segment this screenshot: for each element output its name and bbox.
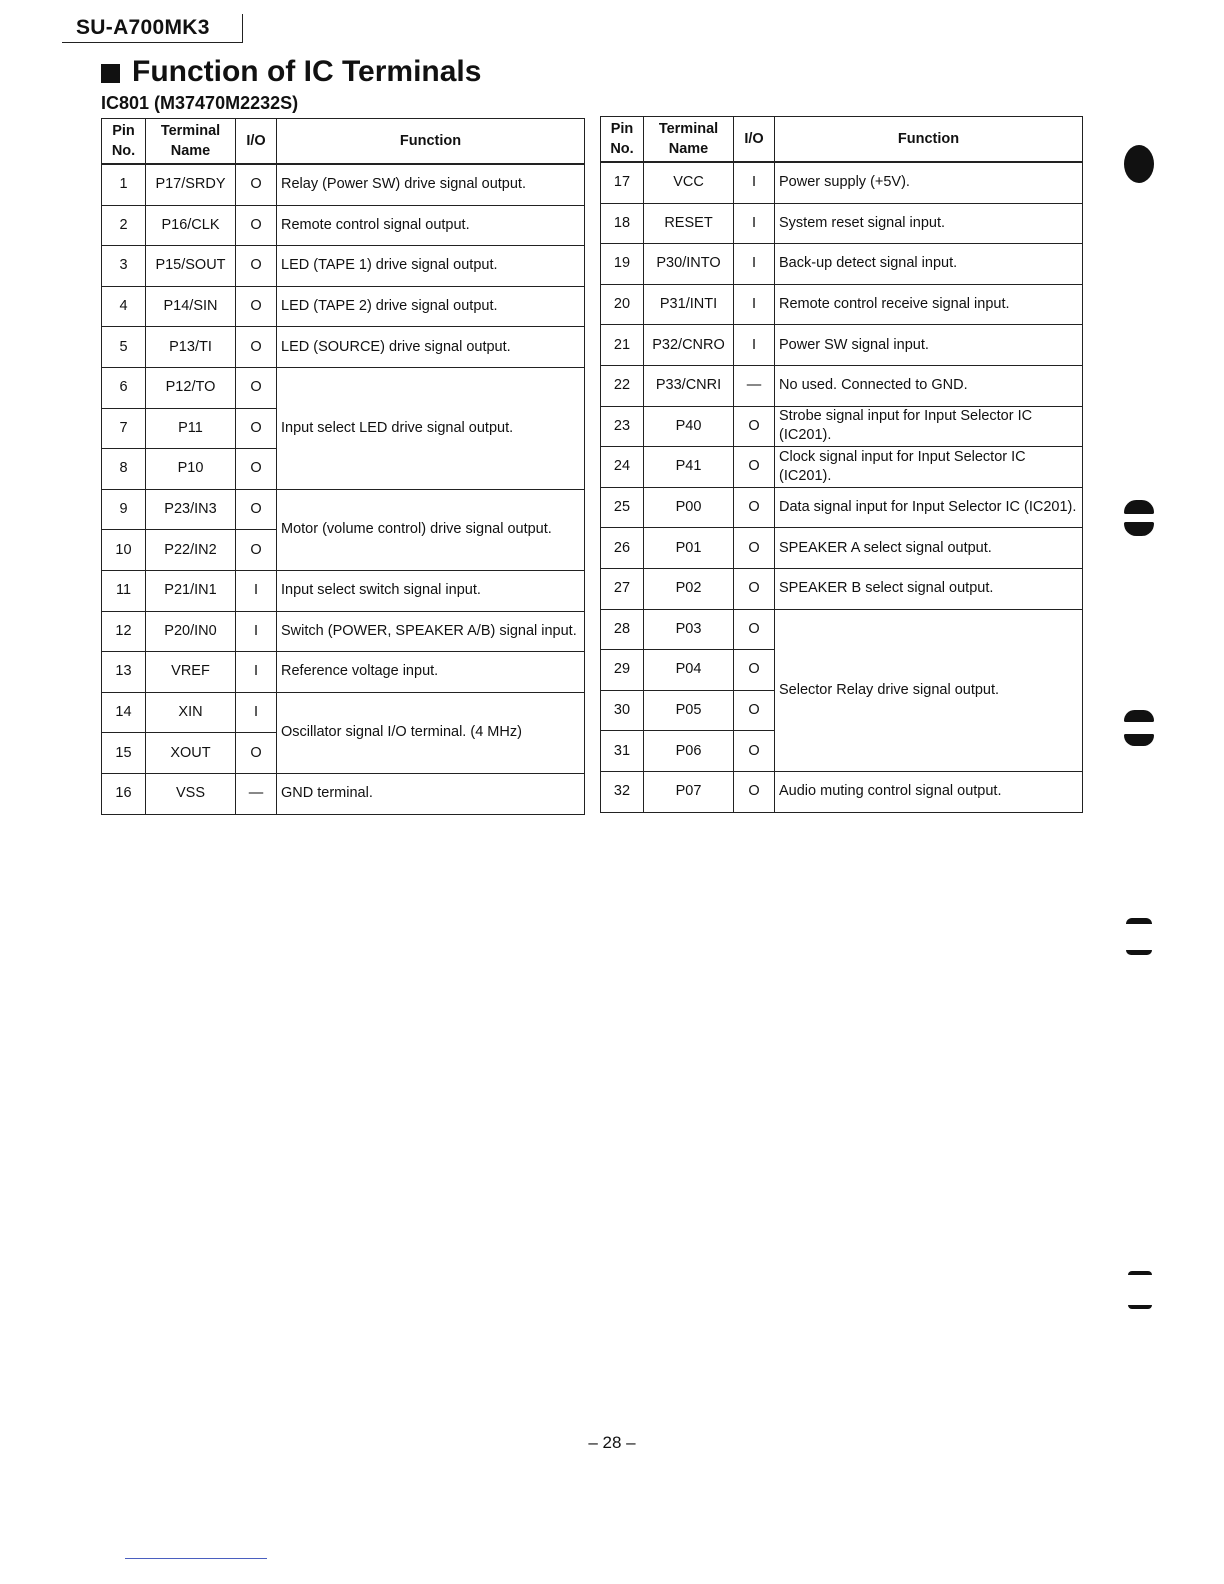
col-header-pin: Pin No. <box>102 119 146 165</box>
table-row <box>601 203 1083 244</box>
terminal-name: XIN <box>146 692 236 733</box>
table-row <box>102 205 585 246</box>
pin-number: 3 <box>102 246 146 287</box>
pin-number: 27 <box>601 568 644 609</box>
io-type: O <box>236 449 277 490</box>
pin-number: 7 <box>102 408 146 449</box>
terminal-name: P23/IN3 <box>146 489 236 530</box>
pin-number: 20 <box>601 284 644 325</box>
io-type: O <box>236 246 277 287</box>
io-type: O <box>734 690 775 731</box>
function-desc: SPEAKER B select signal output. <box>775 568 1083 609</box>
pin-number: 8 <box>102 449 146 490</box>
io-type: I <box>236 570 277 611</box>
binder-hole-mark <box>1124 710 1154 722</box>
terminal-name: P31/INTI <box>644 284 734 325</box>
io-type: — <box>734 365 775 406</box>
table-row <box>102 611 585 652</box>
binder-hole-mark <box>1128 1305 1152 1309</box>
io-type: O <box>734 731 775 772</box>
io-type: O <box>236 489 277 530</box>
terminal-name: P21/IN1 <box>146 570 236 611</box>
function-desc: Motor (volume control) drive signal output. <box>277 489 585 570</box>
io-type: I <box>236 692 277 733</box>
io-type: O <box>734 406 775 447</box>
io-type: O <box>236 530 277 571</box>
pin-table-left <box>101 118 585 815</box>
io-type: O <box>236 205 277 246</box>
terminal-name: P15/SOUT <box>146 246 236 287</box>
pin-number: 26 <box>601 528 644 569</box>
function-desc: Strobe signal input for Input Selector IC (IC201). <box>775 406 1083 447</box>
model-header <box>62 14 243 43</box>
footer-line <box>125 1558 267 1559</box>
function-desc: Switch (POWER, SPEAKER A/B) signal input. <box>277 611 585 652</box>
pin-number: 4 <box>102 286 146 327</box>
io-type: O <box>236 286 277 327</box>
terminal-name: XOUT <box>146 733 236 774</box>
terminal-name: P14/SIN <box>146 286 236 327</box>
binder-hole-mark <box>1126 918 1152 924</box>
table-header-row <box>102 119 585 165</box>
terminal-name: P16/CLK <box>146 205 236 246</box>
col-header-pin: Pin No. <box>601 117 644 163</box>
pin-number: 2 <box>102 205 146 246</box>
binder-hole-mark <box>1128 1271 1152 1275</box>
pin-number: 23 <box>601 406 644 447</box>
pin-number: 18 <box>601 203 644 244</box>
function-desc: Oscillator signal I/O terminal. (4 MHz) <box>277 692 585 773</box>
function-desc: Remote control receive signal input. <box>775 284 1083 325</box>
table-row <box>601 284 1083 325</box>
terminal-name: P41 <box>644 447 734 488</box>
terminal-name: P04 <box>644 650 734 691</box>
terminal-name: P06 <box>644 731 734 772</box>
ic-subtitle: IC801 (M37470M2232S) <box>101 93 299 113</box>
table-row <box>601 771 1083 812</box>
table-row <box>601 162 1083 203</box>
terminal-name: P22/IN2 <box>146 530 236 571</box>
terminal-name: RESET <box>644 203 734 244</box>
table-row <box>102 246 585 287</box>
function-desc: Back-up detect signal input. <box>775 244 1083 285</box>
pin-number: 16 <box>102 773 146 814</box>
pin-number: 29 <box>601 650 644 691</box>
io-type: I <box>236 652 277 693</box>
function-desc: Power supply (+5V). <box>775 162 1083 203</box>
table-row <box>102 652 585 693</box>
terminal-name: P02 <box>644 568 734 609</box>
pin-number: 6 <box>102 367 146 408</box>
io-type: I <box>734 162 775 203</box>
terminal-name: P01 <box>644 528 734 569</box>
pin-number: 22 <box>601 365 644 406</box>
io-type: O <box>236 733 277 774</box>
terminal-name: VREF <box>146 652 236 693</box>
table-row <box>102 286 585 327</box>
section-title <box>101 55 481 89</box>
function-desc: No used. Connected to GND. <box>775 365 1083 406</box>
terminal-name: P40 <box>644 406 734 447</box>
terminal-name: P11 <box>146 408 236 449</box>
binder-hole-mark <box>1124 500 1154 514</box>
io-type: O <box>236 327 277 368</box>
pin-number: 1 <box>102 164 146 205</box>
io-type: O <box>734 528 775 569</box>
pin-number: 11 <box>102 570 146 611</box>
pin-table-right <box>600 116 1083 813</box>
io-type: O <box>734 487 775 528</box>
col-header-terminal: Terminal Name <box>146 119 236 165</box>
terminal-name: P17/SRDY <box>146 164 236 205</box>
model-number: SU-A700MK3 <box>76 16 210 39</box>
table-row <box>102 327 585 368</box>
pin-number: 5 <box>102 327 146 368</box>
function-desc: Audio muting control signal output. <box>775 771 1083 812</box>
col-header-function: Function <box>775 117 1083 163</box>
pin-number: 13 <box>102 652 146 693</box>
table-row <box>601 365 1083 406</box>
terminal-name: VSS <box>146 773 236 814</box>
io-type: I <box>734 203 775 244</box>
table-row <box>102 570 585 611</box>
table-row <box>601 568 1083 609</box>
pin-number: 31 <box>601 731 644 772</box>
table-row <box>601 406 1083 447</box>
pin-number: 15 <box>102 733 146 774</box>
terminal-name: P10 <box>146 449 236 490</box>
terminal-name: P03 <box>644 609 734 650</box>
io-type: O <box>236 367 277 408</box>
function-desc: GND terminal. <box>277 773 585 814</box>
table-header-row <box>601 117 1083 163</box>
section-title-text: Function of IC Terminals <box>132 55 482 88</box>
pin-number: 17 <box>601 162 644 203</box>
io-type: O <box>236 408 277 449</box>
binder-hole-mark <box>1126 950 1152 955</box>
table-row <box>601 528 1083 569</box>
table-row <box>102 773 585 814</box>
function-desc: Input select switch signal input. <box>277 570 585 611</box>
col-header-function: Function <box>277 119 585 165</box>
terminal-name: P33/CNRI <box>644 365 734 406</box>
function-desc: Remote control signal output. <box>277 205 585 246</box>
binder-hole-mark <box>1124 522 1154 536</box>
function-desc: Relay (Power SW) drive signal output. <box>277 164 585 205</box>
pin-number: 12 <box>102 611 146 652</box>
col-header-terminal: Terminal Name <box>644 117 734 163</box>
pin-number: 30 <box>601 690 644 731</box>
table-row <box>102 164 585 205</box>
function-desc: LED (SOURCE) drive signal output. <box>277 327 585 368</box>
terminal-name: P32/CNRO <box>644 325 734 366</box>
col-header-io: I/O <box>236 119 277 165</box>
pin-number: 28 <box>601 609 644 650</box>
pin-number: 25 <box>601 487 644 528</box>
io-type: — <box>236 773 277 814</box>
terminal-name: P05 <box>644 690 734 731</box>
table-row <box>601 244 1083 285</box>
function-desc: LED (TAPE 1) drive signal output. <box>277 246 585 287</box>
terminal-name: P13/TI <box>146 327 236 368</box>
io-type: O <box>236 164 277 205</box>
terminal-name: P12/TO <box>146 367 236 408</box>
io-type: O <box>734 568 775 609</box>
pin-number: 10 <box>102 530 146 571</box>
function-desc: Reference voltage input. <box>277 652 585 693</box>
page-number: – 28 – <box>588 1433 636 1452</box>
terminal-name: P07 <box>644 771 734 812</box>
io-type: I <box>734 244 775 285</box>
col-header-io: I/O <box>734 117 775 163</box>
pin-number: 32 <box>601 771 644 812</box>
io-type: O <box>734 771 775 812</box>
pin-number: 24 <box>601 447 644 488</box>
table-row <box>102 489 585 530</box>
table-row <box>102 367 585 408</box>
io-type: O <box>734 609 775 650</box>
io-type: I <box>734 284 775 325</box>
function-desc: System reset signal input. <box>775 203 1083 244</box>
terminal-name: P30/INTO <box>644 244 734 285</box>
table-row <box>601 325 1083 366</box>
terminal-name: P00 <box>644 487 734 528</box>
function-desc: Power SW signal input. <box>775 325 1083 366</box>
square-bullet-icon <box>101 64 120 83</box>
function-desc: SPEAKER A select signal output. <box>775 528 1083 569</box>
table-row <box>601 609 1083 650</box>
pin-number: 9 <box>102 489 146 530</box>
binder-hole-mark <box>1124 734 1154 746</box>
table-row <box>102 692 585 733</box>
pin-number: 21 <box>601 325 644 366</box>
pin-number: 14 <box>102 692 146 733</box>
function-desc: Data signal input for Input Selector IC (IC201). <box>775 487 1083 528</box>
io-type: I <box>236 611 277 652</box>
table-row <box>601 447 1083 488</box>
function-desc: Clock signal input for Input Selector IC (IC201). <box>775 447 1083 488</box>
table-row <box>601 487 1083 528</box>
function-desc: Selector Relay drive signal output. <box>775 609 1083 771</box>
binder-hole-mark <box>1124 145 1154 183</box>
io-type: O <box>734 650 775 691</box>
function-desc: LED (TAPE 2) drive signal output. <box>277 286 585 327</box>
function-desc: Input select LED drive signal output. <box>277 367 585 489</box>
io-type: O <box>734 447 775 488</box>
terminal-name: VCC <box>644 162 734 203</box>
pin-number: 19 <box>601 244 644 285</box>
io-type: I <box>734 325 775 366</box>
terminal-name: P20/IN0 <box>146 611 236 652</box>
